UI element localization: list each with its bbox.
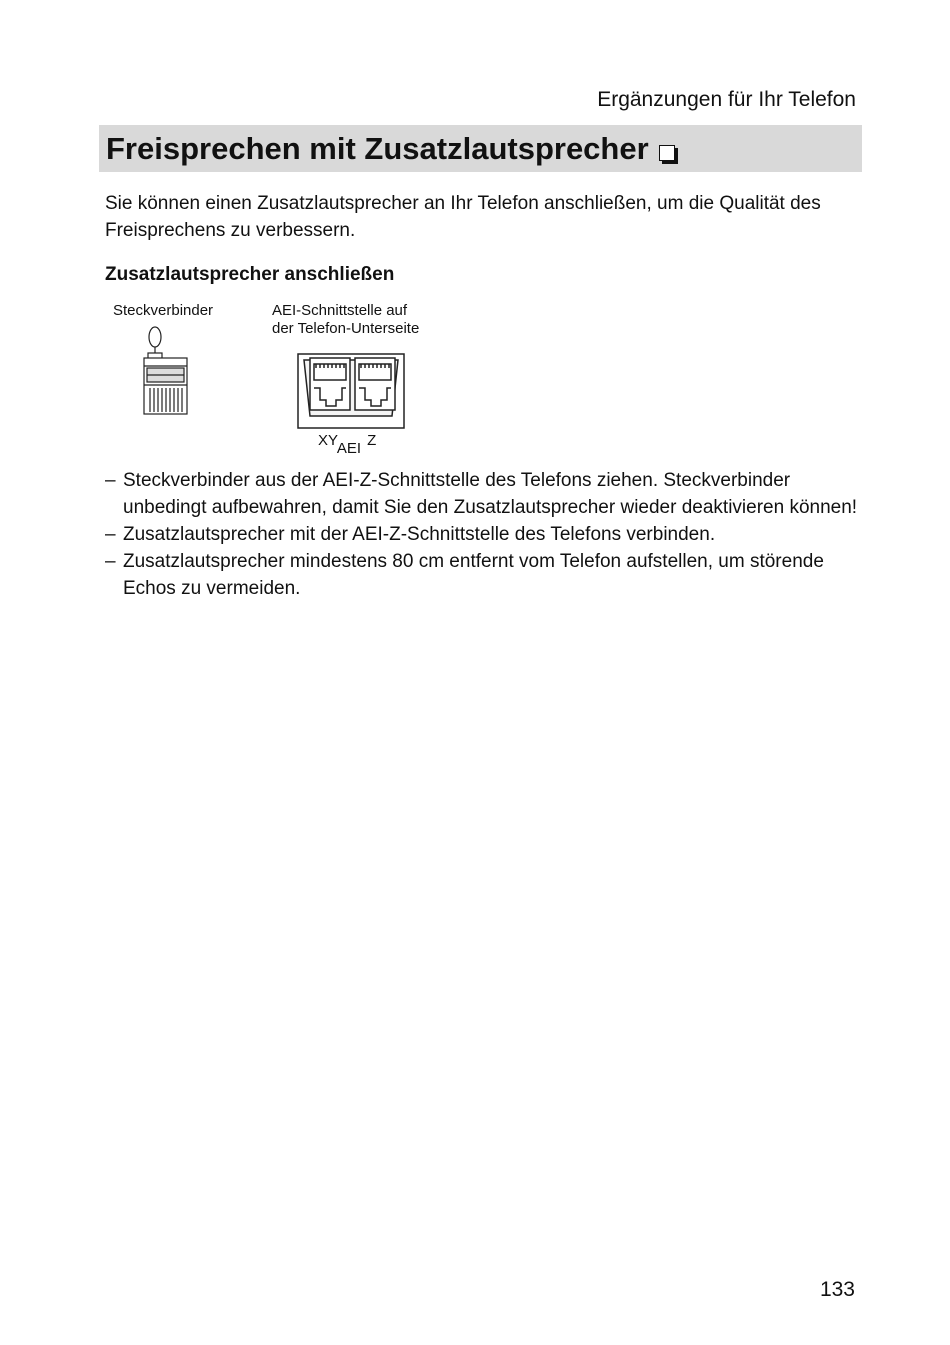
step-text: Steckverbinder aus der AEI-Z-Schnittstelle des Telefons ziehen. Steckverbinder unbedingt aufbewahren, damit Sie den Zusatzlautsprecher wieder deaktivieren können! <box>123 470 858 518</box>
step-text: Zusatzlautsprecher mindestens 80 cm entfernt vom Telefon aufstellen, um störende Echos zu vermeiden. <box>123 551 824 599</box>
list-dash: – <box>105 524 116 545</box>
aei-port-icon <box>298 354 404 428</box>
page-title: Freisprechen mit Zusatzlautsprecher <box>106 130 649 166</box>
port-label-aei: AEI <box>336 440 362 457</box>
subheading: Zusatzlautsprecher anschließen <box>105 264 395 285</box>
plug-icon <box>144 327 187 414</box>
interface-label-line1: AEI-Schnittstelle auf <box>272 302 408 319</box>
list-dash: – <box>105 551 116 572</box>
port-labels <box>318 432 377 457</box>
list-item <box>105 521 865 548</box>
checkbox-icon <box>659 145 675 161</box>
step-list <box>105 467 865 602</box>
step-text: Zusatzlautsprecher mit der AEI-Z-Schnittstelle des Telefons verbinden. <box>123 524 716 545</box>
intro-paragraph: Sie können einen Zusatzlautsprecher an Ihr Telefon anschließen, um die Qualität des Freisprechens zu verbessern. <box>105 193 821 241</box>
connector-illustration <box>120 320 440 470</box>
page-number: 133 <box>819 1278 855 1301</box>
port-label-xy: XY <box>318 432 337 449</box>
list-dash: – <box>105 470 116 491</box>
list-item <box>105 548 865 602</box>
list-item <box>105 467 865 521</box>
section-header: Ergänzungen für Ihr Telefon <box>597 88 856 111</box>
port-label-z: Z <box>367 432 377 449</box>
interface-label-line2: der Telefon-Unterseite <box>272 320 420 337</box>
plug-label: Steckverbinder <box>113 302 214 319</box>
title-bar <box>99 125 862 172</box>
